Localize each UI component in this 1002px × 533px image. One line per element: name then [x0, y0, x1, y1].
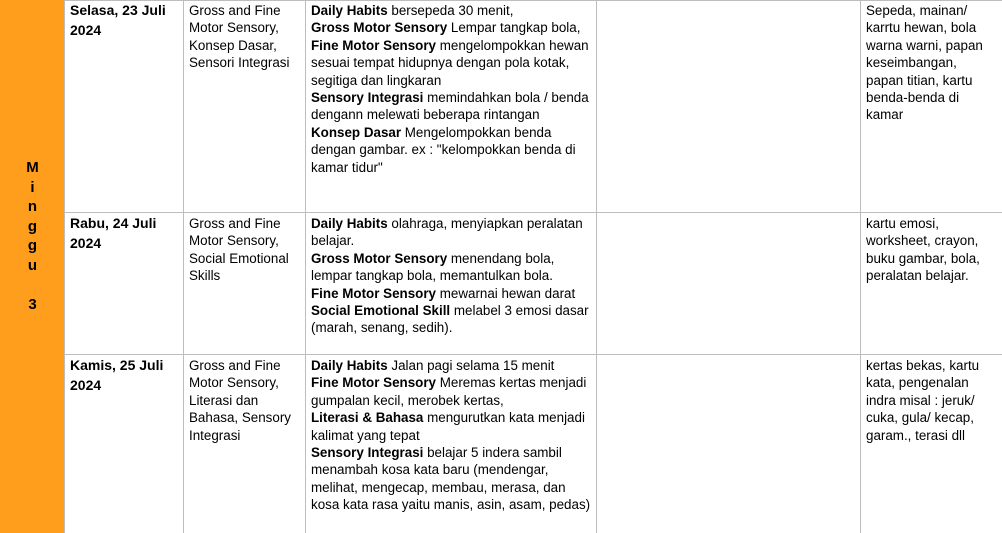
activity-item: Daily Habits bersepeda 30 menit,: [311, 3, 514, 18]
schedule-table: [65, 0, 1002, 533]
activity-item: Daily Habits olahraga, menyiapkan peralatan belajar.: [311, 216, 583, 249]
activity-item: Fine Motor Sensory mengelompokkan hewan sesuai tempat hidupnya dengan pola kotak, segitiga dan lingkaran: [311, 37, 589, 88]
notes-cell[interactable]: [597, 0, 861, 212]
week-label: [0, 158, 65, 315]
aspect-cell[interactable]: Gross and Fine Motor Sensory, Literasi dan Bahasa, Sensory Integrasi: [184, 355, 306, 533]
notes-cell[interactable]: [597, 213, 861, 354]
week-letter: i: [30, 178, 35, 196]
tools-cell[interactable]: Sepeda, mainan/ karrtu hewan, bola warna warni, papan keseimbangan, papan titian, kartu benda-benda di kamar: [866, 3, 983, 123]
week-letter: M: [26, 159, 39, 176]
notes-cell[interactable]: [597, 355, 861, 533]
week-column: [0, 0, 65, 533]
activity-item: Sensory Integrasi belajar 5 indera sambil menambah kosa kata baru (mendengar, melihat, mengecap, membau, merasa, dan kosa kata rasa yaitu manis, asin, asam, pedas): [311, 445, 591, 513]
activity-cell[interactable]: [306, 355, 597, 533]
date-cell[interactable]: Rabu, 24 Juli 2024: [65, 213, 184, 354]
activity-item: Literasi & Bahasa mengurutkan kata menjadi kalimat yang tepat: [311, 410, 585, 443]
table-row: [65, 0, 1002, 213]
activity-item: Gross Motor Sensory Lempar tangkap bola,: [311, 20, 581, 36]
activity-cell[interactable]: [306, 0, 597, 212]
table-row: [65, 355, 1002, 533]
aspect-cell[interactable]: Gross and Fine Motor Sensory, Social Emotional Skills: [184, 213, 306, 354]
activity-item: Gross Motor Sensory menendang bola, lempar tangkap bola, memantulkan bola.: [311, 250, 555, 284]
week-letter: g: [27, 217, 38, 235]
activity-cell[interactable]: [306, 213, 597, 354]
tools-cell[interactable]: kertas bekas, kartu kata, pengenalan indra misal : jeruk/ cuka, gula/ kecap, garam., terasi dll: [866, 358, 980, 443]
date-cell[interactable]: Selasa, 23 Juli 2024: [65, 0, 184, 212]
week-number: 3: [28, 296, 37, 314]
activity-item: Sensory Integrasi memindahkan bola / benda dengann melewati beberapa rintangan: [311, 90, 589, 123]
activity-item: Daily Habits Jalan pagi selama 15 menit: [311, 358, 555, 373]
week-spacer: [0, 276, 65, 296]
week-letter: u: [27, 256, 38, 274]
date-cell[interactable]: Kamis, 25 Juli 2024: [65, 355, 184, 533]
table-row: [65, 213, 1002, 355]
activity-item: Fine Motor Sensory mewarnai hewan darat: [311, 285, 576, 301]
tools-cell[interactable]: kartu emosi, worksheet, crayon, buku gambar, bola, peralatan belajar.: [866, 216, 980, 284]
activity-item: Social Emotional Skill melabel 3 emosi dasar (marah, senang, sedih).: [311, 303, 589, 336]
activity-item: Fine Motor Sensory Meremas kertas menjadi gumpalan kecil, merobek kertas,: [311, 375, 587, 408]
week-letter: g: [27, 237, 38, 255]
activity-item: Konsep Dasar Mengelompokkan benda dengan gambar. ex : "kelompokkan benda di kamar tidur": [311, 124, 576, 175]
aspect-cell[interactable]: Gross and Fine Motor Sensory, Konsep Dasar, Sensori Integrasi: [184, 0, 306, 212]
week-letter: n: [27, 198, 38, 216]
